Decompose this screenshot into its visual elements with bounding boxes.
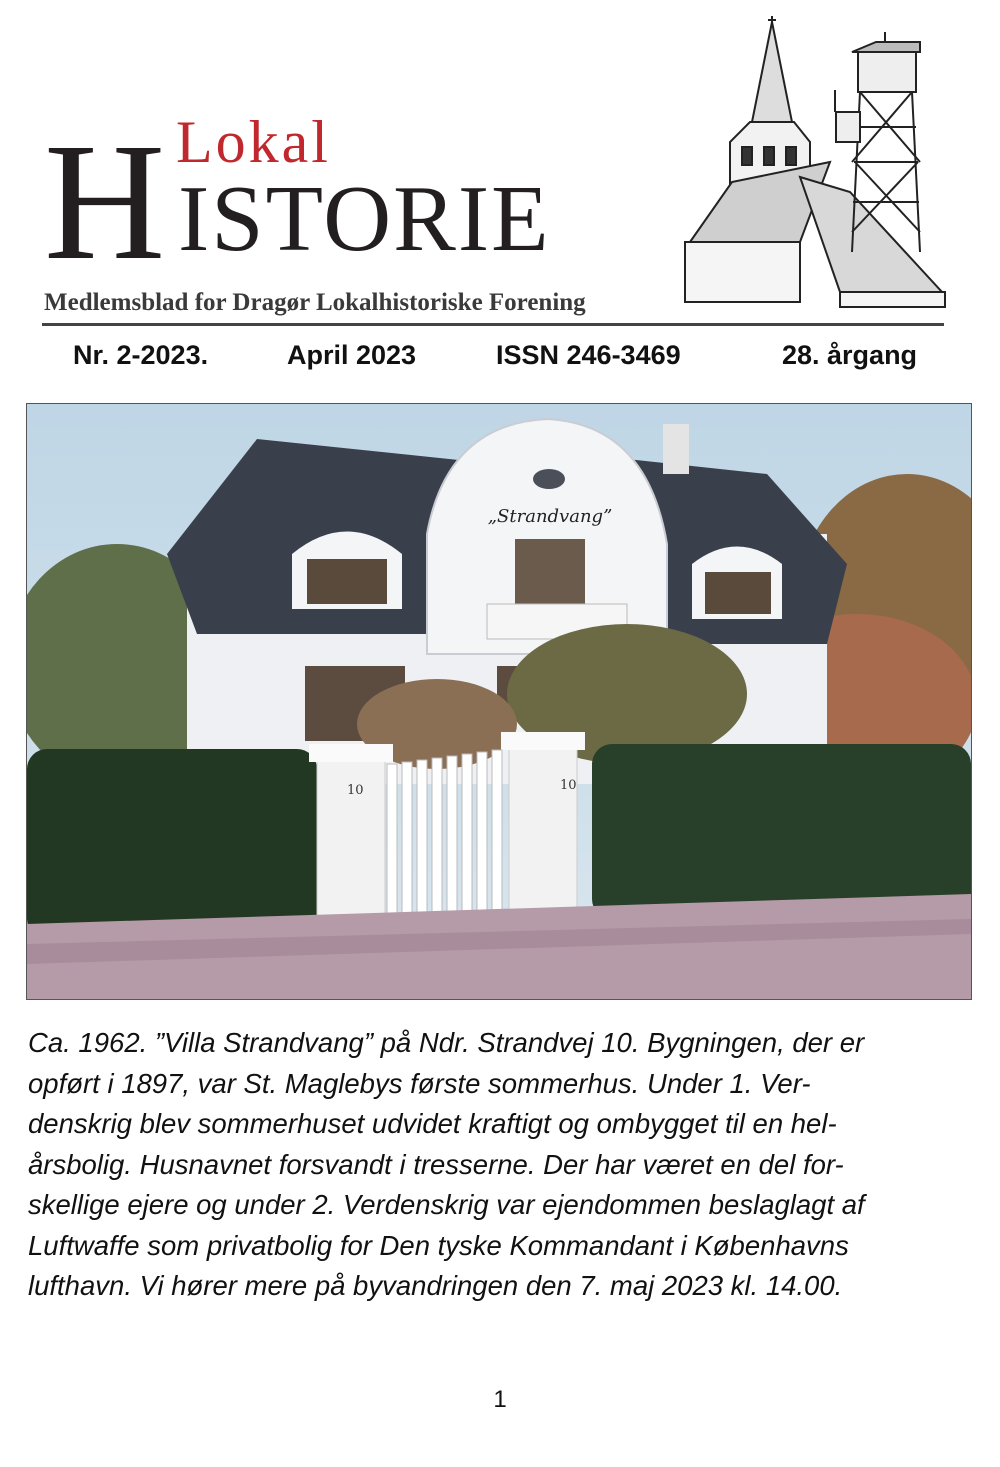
caption-line: denskrig blev sommerhuset udvidet kraftigt og ombygget til en hel-: [28, 1108, 837, 1139]
photo-illustration: [27, 404, 971, 999]
page-number: 1: [493, 1386, 507, 1413]
masthead-rule: [42, 323, 944, 326]
photo-caption: [28, 1023, 968, 1307]
caption-line: Luftwaffe som privatbolig for Den tyske Kommandant i Københavns: [28, 1229, 849, 1261]
issue-issn: ISSN 246-3469: [496, 340, 681, 370]
caption-line: lufthavn. Vi hører mere på byvandringen den 7. maj 2023 kl. 14.00.: [28, 1270, 843, 1301]
caption-line: opført i 1897, var St. Maglebys første sommerhus. Under 1. Ver-: [28, 1067, 811, 1099]
caption-line: årsbolig. Husnavnet forsvandt i tresserne. Der har været en del for-: [28, 1148, 844, 1180]
title-initial: H: [44, 109, 166, 295]
villa-strandvang-photo: [26, 403, 972, 1000]
title-lokal: Lokal: [176, 109, 331, 175]
issue-volume: 28. årgang: [782, 340, 918, 370]
title-historie: ISTORIE: [178, 167, 551, 271]
issue-number: Nr. 2-2023.: [73, 340, 209, 370]
house-sign: „Strandvang”: [487, 506, 613, 527]
caption-line: skellige ejere og under 2. Verdenskrig var ejendommen beslaglagt af: [28, 1189, 865, 1220]
issue-date: April 2023: [287, 340, 417, 370]
gate-number-left: 10: [347, 783, 364, 798]
gate-number-right: 10: [560, 778, 577, 793]
masthead-subtitle: Medlemsblad for Dragør Lokalhistoriske Forening: [44, 289, 586, 316]
caption-line: Ca. 1962. ”Villa Strandvang” på Ndr. Strandvej 10. Bygningen, der er: [28, 1027, 865, 1058]
church-tower-illustration: [680, 12, 950, 312]
